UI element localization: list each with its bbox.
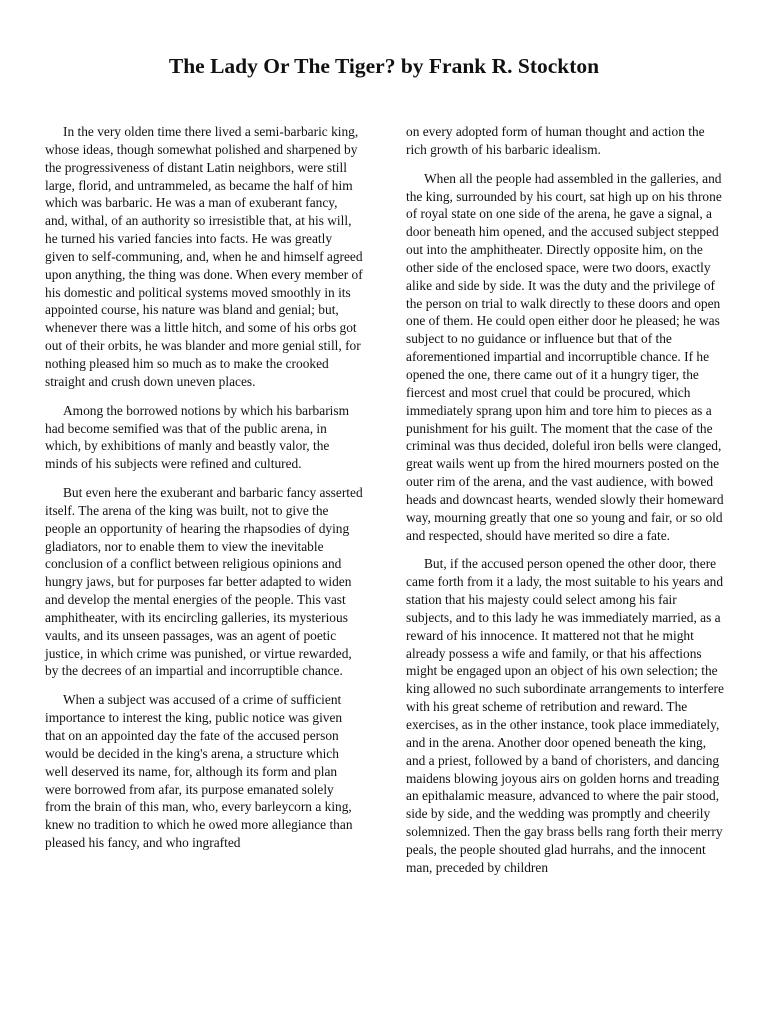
paragraph: In the very olden time there lived a semi-barbaric king, whose ideas, though somewhat polished and sharpened by the progressiveness of distant Latin neighbors, were still large, florid, and untrammeled, as became the half of him which was barbaric. He was a man of exuberant fancy, and, withal, of an authority so irresistible that, at his will, he turned his varied fancies into facts. He was greatly given to self-communing, and, when he and himself agreed upon anything, the thing was done. When every member of his domestic and political systems moved smoothly in its appointed course, his nature was bland and genial; but, whenever there was a little hitch, and some of his orbs got out of their orbits, he was blander and more genial still, for nothing pleased him so much as to make the crooked straight and crush down uneven places. — [45, 124, 363, 389]
paragraph: When all the people had assembled in the galleries, and the king, surrounded by his court, sat high up on his throne of royal state on one side of the arena, he gave a signal, a door beneath him opened, and the accused subject stepped out into the amphitheater. Directly opposite him, on the other side of the enclosed space, were two doors, exactly alike and side by side. It was the duty and the privilege of the person on trial to walk directly to these doors and open one of them. He could open either door he pleased; he was subject to no guidance or influence but that of the aforementioned impartial and incorruptible chance. If he opened the one, there came out of it a hungry tiger, the fiercest and most cruel that could be procured, which immediately sprang upon him and tore him to pieces as a punishment for his guilt. The moment that the case of the criminal was thus decided, doleful iron bells were clanged, great wails went up from the hired mourners posted on the outer rim of the arena, and the vast audience, with bowed heads and downcast hearts, wended slowly their homeward way, mourning greatly that one so young and fair, or so old and respected, should have merited so dire a fate. — [406, 170, 724, 543]
paragraph: When a subject was accused of a crime of sufficient importance to interest the king, public notice was given that on an appointed day the fate of the accused person would be decided in the king's arena, a structure which well deserved its name, for, although its form and plan were borrowed from afar, its purpose emanated solely from the brain of this man, who, every barleycorn a king, knew no tradition to which he owed more allegiance than pleased his fancy, and who ingrafted — [45, 692, 353, 851]
paragraph-continuation: on every adopted form of human thought and action the rich growth of his barbaric idealism. — [406, 124, 705, 157]
right-column — [406, 123, 726, 877]
left-column — [45, 123, 363, 852]
document-title: The Lady Or The Tiger? by Frank R. Stockton — [168, 54, 600, 78]
paragraph: But even here the exuberant and barbaric fancy asserted itself. The arena of the king was built, not to give the people an opportunity of hearing the rhapsodies of dying gladiators, nor to enable them to view the inevitable conclusion of a conflict between religious opinions and hungry jaws, but for purposes far better adapted to widen and develop the mental energies of the people. This vast amphitheater, with its encircling galleries, its mysterious vaults, and its unseen passages, was an agent of poetic justice, in which crime was punished, or virtue rewarded, by the decrees of an impartial and incorruptible chance. — [45, 485, 363, 679]
paragraph: But, if the accused person opened the other door, there came forth from it a lady, the most suitable to his years and station that his majesty could select among his fair subjects, and to this lady he was immediately married, as a reward of his innocence. It mattered not that he might already possess a wife and family, or that his affections might be engaged upon an object of his own selection; the king allowed no such subordinate arrangements to interfere with his great scheme of retribution and reward. The exercises, as in the other instance, took place immediately, and in the arena. Another door opened beneath the king, and a priest, followed by a band of choristers, and dancing maidens blowing joyous airs on golden horns and treading an epithalamic measure, advanced to where the pair stood, side by side, and the wedding was promptly and cheerily solemnized. Then the gay brass bells rang forth their merry peals, the people shouted glad hurrahs, and the innocent man, preceded by children — [406, 556, 724, 875]
paragraph: Among the borrowed notions by which his barbarism had become semified was that of the public arena, in which, by exhibitions of manly and beastly valor, the minds of his subjects were refined and cultured. — [45, 402, 349, 472]
